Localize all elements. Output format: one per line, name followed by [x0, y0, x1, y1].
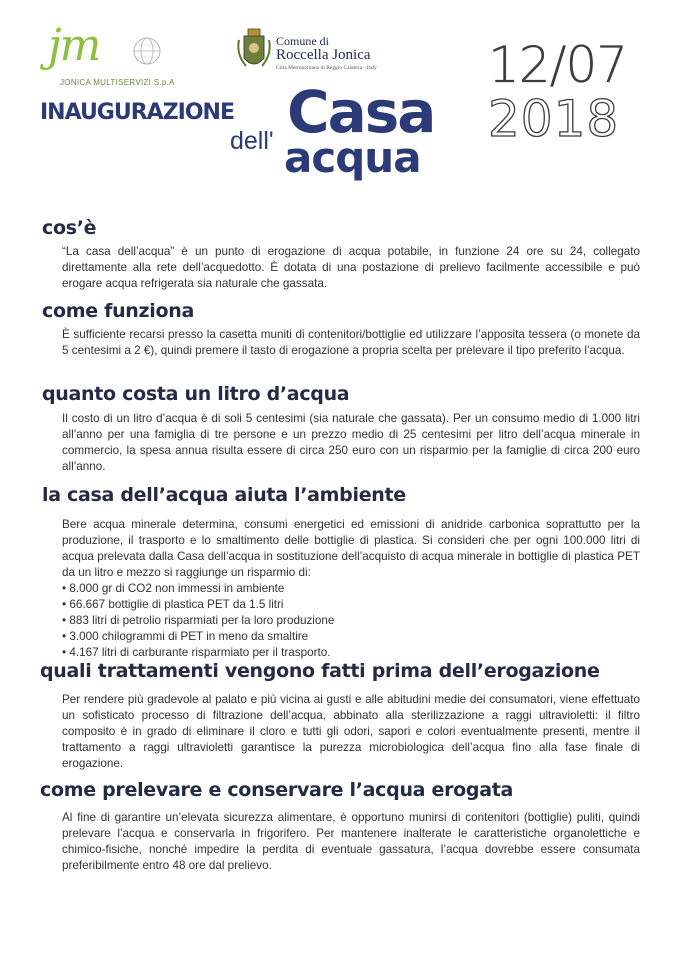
- jonica-multiservizi-logo: [40, 18, 180, 93]
- section-heading-come-funziona: come funziona: [42, 300, 195, 322]
- comune-label: Comune di: [276, 34, 329, 48]
- section-heading-ambiente: la casa dell’acqua aiuta l’ambiente: [42, 484, 406, 506]
- comune-subtitle: Città Metropolitana di Reggio Calabria - Italy: [276, 65, 377, 71]
- event-date-year: 2018: [488, 90, 620, 148]
- comune-name: Roccella Jonica: [276, 47, 371, 63]
- section-heading-cose: cos’è: [42, 217, 97, 239]
- section-heading-trattamenti: quali trattamenti vengono fatti prima dell’erogazione: [40, 660, 600, 682]
- section-heading-conservare: come prelevare e conservare l’acqua erogata: [40, 779, 514, 801]
- title-acqua: acqua: [284, 133, 421, 182]
- savings-list: [62, 581, 640, 661]
- section-text-come-funziona: È sufficiente recarsi presso la casetta muniti di contenitori/bottiglie ed utilizzare l’apposita tessera (o monete da 5 centesimi a 2 €), quindi premere il tasto di erogazione a propria scelta per prelevare il tipo preferito l’acqua.: [62, 328, 640, 357]
- list-item: • 66.667 bottiglie di plastica PET da 1.5 litri: [62, 597, 640, 613]
- title-casa: Casa: [287, 78, 435, 146]
- list-item: • 8.000 gr di CO2 non immessi in ambiente: [62, 581, 640, 597]
- logo-company-name: JONICA MULTISERVIZI S.p.A: [60, 78, 175, 87]
- list-item: • 4.167 litri di carburante risparmiato per il trasporto.: [62, 645, 640, 661]
- section-text-ambiente: Bere acqua minerale determina, consumi energetici ed emissioni di anidride carbonica soprattutto per la produzione, il trasporto e lo smaltimento delle bottiglie di plastica. Si consideri che per ogni 100.000 litri di acqua prelevata dalla Casa dell’acqua in sostituzione dell’acquisto di acqua minerale in bottiglie di plastica PET da un litro e mezzo si raggiunge un risparmio di:: [62, 518, 640, 579]
- title-inaugurazione: INAUGURAZIONE: [40, 100, 234, 125]
- section-heading-costo: quanto costa un litro d’acqua: [42, 383, 350, 405]
- list-item: • 3.000 chilogrammi di PET in meno da smaltire: [62, 629, 640, 645]
- section-text-cose: “La casa dell’acqua” è un punto di erogazione di acqua potabile, in funzione 24 ore su 24, collegato direttamente alla rete dell’acquedotto. È dotata di una postazione di prelievo facilmente accessibile e può erogare acqua refrigerata sia naturale che gassata.: [62, 245, 640, 290]
- section-text-costo: Il costo di un litro d’acqua è di soli 5 centesimi (sia naturale che gassata). Per un consumo medio di 1.000 litri all’anno per una famiglia di tre persone e un prezzo medio di 25 centesimi per litro dell’acqua minerale in commercio, la spesa annua risulta essere di circa 250 euro con un risparmio per la famiglie di circa 200 euro all’anno.: [62, 412, 640, 473]
- title-dell: dell': [230, 127, 274, 155]
- coat-of-arms-icon: [236, 26, 272, 76]
- jm-logo-mark: jm: [48, 20, 100, 71]
- event-date-day: 12/07: [488, 36, 628, 94]
- globe-icon: [132, 36, 162, 66]
- section-text-trattamenti: Per rendere più gradevole al palato e più vicina ai gusti e alle abitudini medie dei consumatori, viene effettuato un sofisticato processo di filtrazione dell’acqua, abbinato alla sterilizzazione a raggi ultravioletti: il filtro composito è in grado di eliminare il cloro e tutti gli odori, sapori e colori eventualmente presenti, mentre il trattamento a raggi ultravioletti garantisce la purezza microbiologica dell’acqua fino alla fase finale di erogazione.: [62, 693, 640, 770]
- section-body-ambiente: [62, 517, 640, 661]
- section-text-conservare: Al fine di garantire un’elevata sicurezza alimentare, è opportuno munirsi di contenitori (bottiglie) puliti, quindi prelevare l’acqua e conservarla in frigorifero. Per mantenere inalterate le caratteristiche organolettiche e chimico-fisiche, nonché impedire la perdita di eventuale gassatura, l’acqua dovrebbe essere consumata preferibilmente entro 48 ore dal prelievo.: [62, 811, 640, 872]
- list-item: • 883 litri di petrolio risparmiati per la loro produzione: [62, 613, 640, 629]
